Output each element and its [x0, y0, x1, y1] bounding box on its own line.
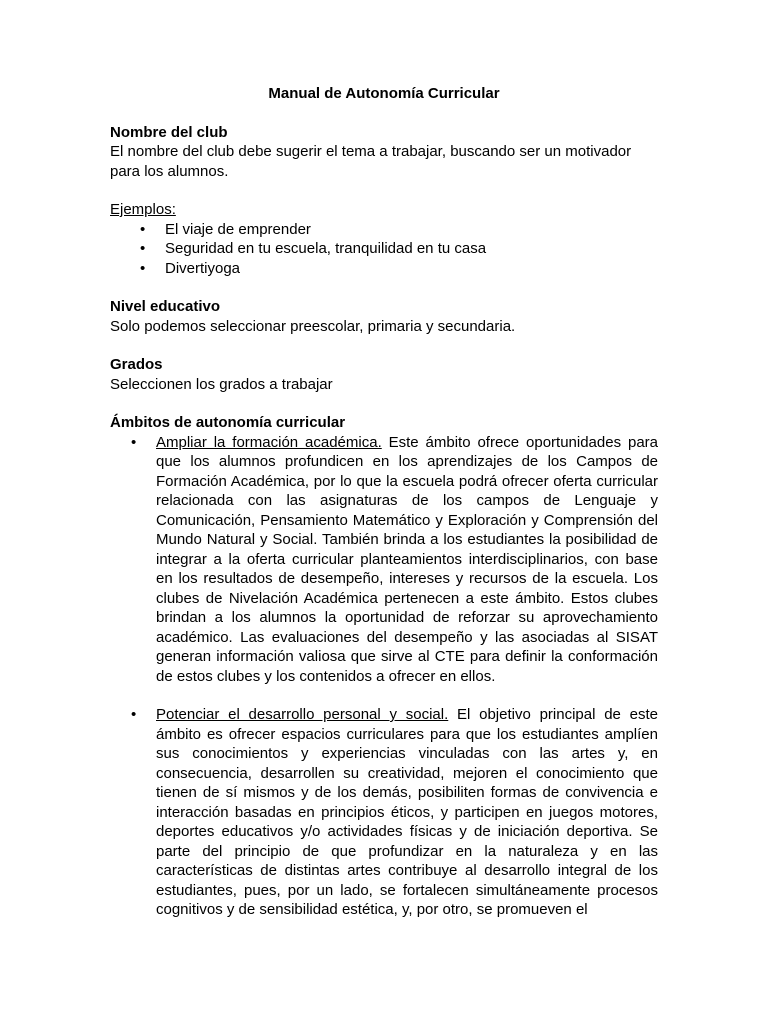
- examples-list: [110, 220, 658, 279]
- ambits-heading: Ámbitos de autonomía curricular: [110, 414, 346, 431]
- document-title: Manual de Autonomía Curricular: [268, 85, 500, 102]
- grades-section: [110, 355, 658, 394]
- ambit-title: Ampliar la formación académica.: [156, 433, 382, 451]
- club-name-section: [110, 123, 658, 182]
- ambit-item: [110, 433, 658, 687]
- ambit-title: Potenciar el desarrollo personal y social.: [156, 706, 449, 723]
- ambit-item: [110, 705, 658, 920]
- grades-heading: Grados: [110, 356, 163, 373]
- ambit-body: El objetivo principal de este ámbito es ofrecer espacios curriculares para que los estudiantes amplíen sus conocimientos y experiencias vinculadas con las artes y, en consecuencia, desarrollen su creatividad, mejoren el conocimiento que tienen de sí mismos y de los demás, posibiliten formas de convivencia e interacción basadas en principios éticos, y participen en juegos motores, deportes educativos y/o actividades físicas y de iniciación deportiva. Se parte del principio de que profundizar en la naturaleza y en las características de distintas artes contribuye al desarrollo integral de los estudiantes, pues, por un lado, se fortalecen simultáneamente procesos cognitivos y de sensibilidad estética, y, por otro, se promueven el: [156, 706, 658, 918]
- example-item: • Divertiyoga: [110, 259, 658, 279]
- ambit-body: Este ámbito ofrece oportunidades para que los alumnos profundicen en los aprendizajes de los Campos de Formación Académica, por lo que la escuela podrá ofrecer oferta curricular relacionada con las asignaturas de los campos de Lenguaje y Comunicación, Pensamiento Matemático y Exploración y Comprensión del Mundo Natural y Social. También brinda a los estudiantes la posibilidad de integrar a la oferta curricular planteamientos interdisciplinarios, con base en los resultados de desempeño, intereses y recursos de la escuela. Los clubes de Nivelación Académica pertenecen a este ámbito. Estos clubes brindan a los alumnos la oportunidad de reforzar su aprovechamiento académico. Las evaluaciones del desempeño y las asociadas al SISAT generan información valiosa que sirve al CTE para definir la conformación de estos clubes y los contenidos a ofrecer en ellos.: [156, 433, 658, 685]
- ambits-list: [110, 433, 658, 920]
- education-level-text: Solo podemos seleccionar preescolar, primaria y secundaria.: [110, 317, 516, 335]
- examples-section: [110, 200, 658, 278]
- education-level-heading: Nivel educativo: [110, 298, 221, 315]
- examples-label: Ejemplos:: [110, 201, 176, 218]
- ambits-section: [110, 413, 658, 920]
- example-item: • El viaje de emprender: [110, 220, 658, 240]
- example-item: • Seguridad en tu escuela, tranquilidad en tu casa: [110, 239, 658, 259]
- club-name-text: El nombre del club debe sugerir el tema a trabajar, buscando ser un motivador para los alumnos.: [110, 143, 632, 180]
- club-name-heading: Nombre del club: [110, 123, 228, 141]
- education-level-section: [110, 297, 658, 336]
- grades-text: Seleccionen los grados a trabajar: [110, 375, 333, 393]
